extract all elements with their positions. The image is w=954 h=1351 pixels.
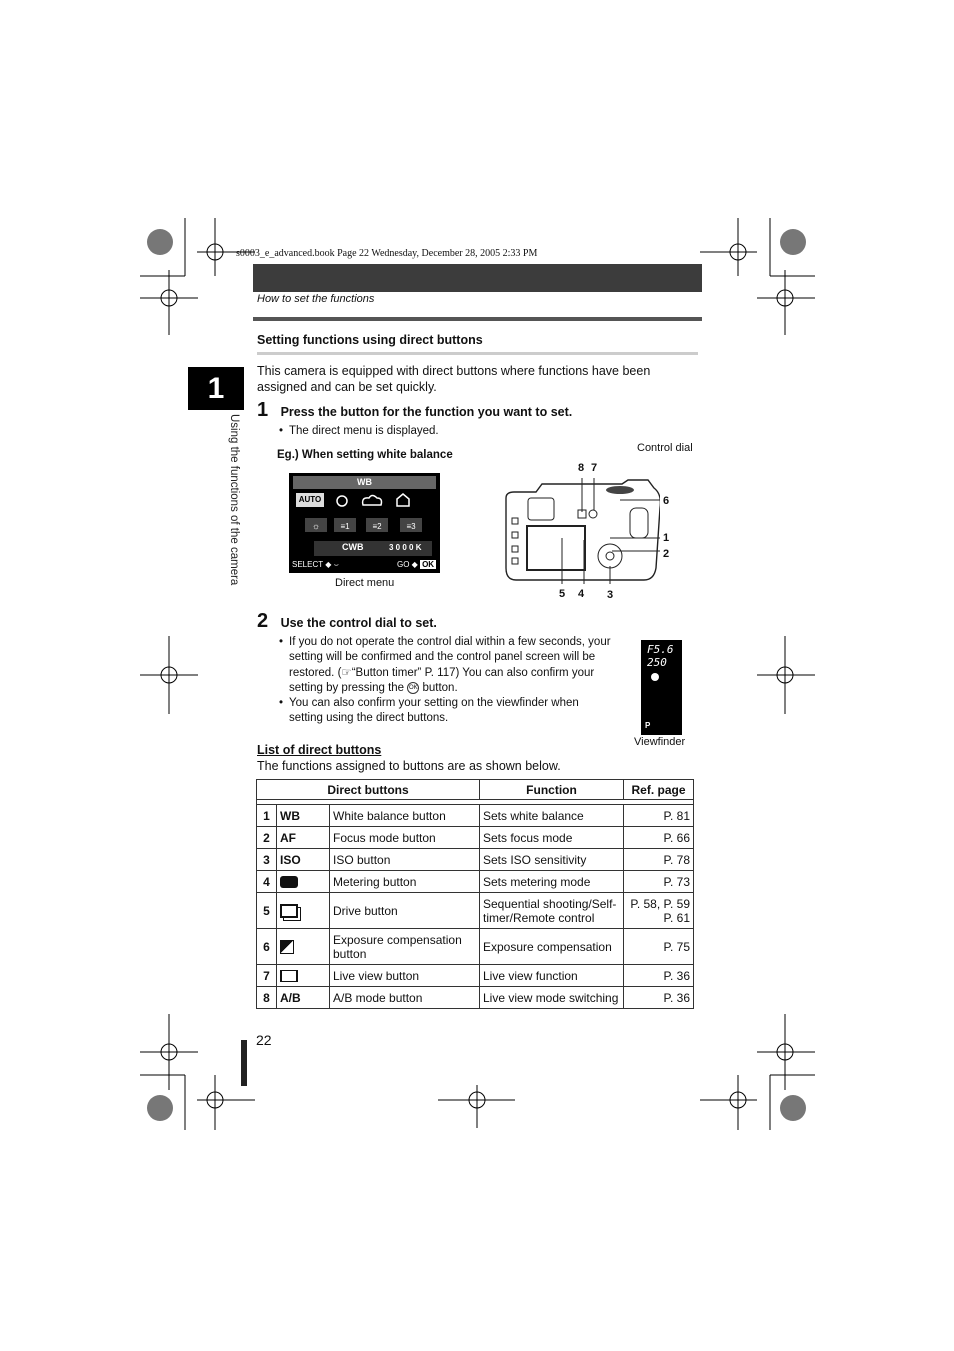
select-label: SELECT — [292, 560, 323, 569]
button-name: A/B mode button — [330, 987, 480, 1009]
cwb-row — [314, 541, 432, 556]
wb-icon: WB — [277, 805, 330, 827]
section-title: Setting functions using direct buttons — [257, 333, 483, 347]
button-name: Metering button — [330, 871, 480, 893]
step-1-text: Press the button for the function you want to set. — [280, 405, 573, 419]
select-hint: SELECT ◆ ⌣ — [292, 560, 339, 569]
header-rule — [253, 317, 702, 321]
table-row — [257, 849, 694, 871]
ref-page: P. 58, P. 59 P. 61 — [624, 893, 694, 929]
step-1 — [257, 399, 572, 422]
viewfinder-display — [641, 640, 682, 735]
example-label: Eg.) When setting white balance — [277, 449, 453, 461]
step-2-bullet-1 — [279, 635, 611, 696]
camera-back-illustration — [500, 478, 660, 584]
cwb-label: CWB — [342, 542, 364, 552]
row-number: 1 — [257, 805, 277, 827]
step-1-number: 1 — [257, 399, 269, 421]
callout-3: 3 — [607, 589, 614, 601]
svg-text:≡2: ≡2 — [372, 522, 382, 531]
svg-text:≡3: ≡3 — [406, 522, 416, 531]
callout-2: 2 — [663, 548, 670, 560]
button-name: Drive button — [330, 893, 480, 929]
row-number: 8 — [257, 987, 277, 1009]
button-function: Sets focus mode — [480, 827, 624, 849]
button-name: Focus mode button — [330, 827, 480, 849]
iso-icon: ISO — [277, 849, 330, 871]
direct-menu-panel — [289, 473, 440, 573]
ok-label: OK — [422, 560, 435, 569]
direct-buttons-table — [256, 779, 694, 1009]
ref-page: P. 36 — [624, 965, 694, 987]
control-dial-label: Control dial — [637, 442, 693, 454]
wb-preset-icons-row2 — [304, 516, 436, 534]
page-number: 22 — [256, 1032, 272, 1048]
button-name: Exposure compensation button — [330, 929, 480, 965]
header-subtitle: How to set the functions — [257, 293, 375, 305]
button-function: Live view function — [480, 965, 624, 987]
print-line: s0003_e_advanced.book Page 22 Wednesday, December 28, 2005 2:33 PM — [236, 248, 538, 259]
button-function: Sequential shooting/Self-timer/Remote control — [480, 893, 624, 929]
ab-icon: A/B — [277, 987, 330, 1009]
callout-1: 1 — [663, 532, 670, 544]
wb-preset-icons-row1 — [331, 491, 431, 511]
go-label: GO — [397, 560, 410, 569]
direct-menu-title: WB — [293, 476, 436, 489]
table-row — [257, 893, 694, 929]
header-ref-page: Ref. page — [624, 780, 694, 800]
metering-icon — [277, 871, 330, 893]
table-row — [257, 827, 694, 849]
step-2-text: Use the control dial to set. — [280, 616, 437, 630]
header-bar — [253, 264, 702, 292]
exposure-compensation-icon — [277, 929, 330, 965]
ref-page: P. 73 — [624, 871, 694, 893]
viewfinder-caption: Viewfinder — [634, 736, 686, 748]
list-subtitle: The functions assigned to buttons are as shown below. — [257, 759, 561, 773]
ok-button-icon: OK — [407, 682, 419, 694]
focus-indicator-icon — [651, 673, 659, 681]
viewfinder-mode: P — [645, 721, 651, 730]
ref-page: P. 36 — [624, 987, 694, 1009]
svg-text:≡1: ≡1 — [340, 522, 350, 531]
table-row — [257, 929, 694, 965]
section-rule — [257, 352, 698, 355]
table-row — [257, 965, 694, 987]
table-header-row — [257, 780, 694, 800]
row-number: 6 — [257, 929, 277, 965]
button-function: Sets ISO sensitivity — [480, 849, 624, 871]
row-number: 5 — [257, 893, 277, 929]
row-number: 4 — [257, 871, 277, 893]
callout-4: 4 — [578, 588, 585, 600]
chapter-side-text: Using the functions of the camera — [228, 414, 240, 586]
ref-page: P. 66 — [624, 827, 694, 849]
viewfinder-shutter: 250 — [647, 656, 667, 669]
callout-8: 8 — [578, 462, 585, 474]
button-function: Sets metering mode — [480, 871, 624, 893]
row-number: 3 — [257, 849, 277, 871]
step-1-bullets — [279, 424, 679, 439]
button-function: Live view mode switching — [480, 987, 624, 1009]
callout-7: 7 — [591, 462, 598, 474]
step-2-bullets — [279, 635, 611, 727]
direct-menu-caption: Direct menu — [335, 577, 395, 589]
callout-6: 6 — [663, 495, 670, 507]
page-number-bar — [241, 1040, 247, 1086]
ref-page: P. 78 — [624, 849, 694, 871]
header-direct-buttons: Direct buttons — [257, 780, 480, 800]
header-function: Function — [480, 780, 624, 800]
intro-paragraph: This camera is equipped with direct buttons where functions have been assigned and can be set quickly. — [257, 364, 651, 394]
list-title: List of direct buttons — [257, 743, 382, 757]
step-2-bullet-1-text: If you do not operate the control dial within a few seconds, your setting will be confirmed and the control panel screen will be restored. (☞“Button timer” P. 117) You can also confirm your setting by pressing the — [289, 636, 611, 694]
go-hint: GO ◆ OK — [397, 560, 435, 569]
step-2-bullet-1-end: button. — [422, 681, 458, 694]
step-2-bullet-2: • You can also confirm your setting on the viewfinder when setting using the direct buttons. — [279, 696, 611, 727]
drive-icon — [277, 893, 330, 929]
button-function: Exposure compensation — [480, 929, 624, 965]
af-icon: AF — [277, 827, 330, 849]
button-name: White balance button — [330, 805, 480, 827]
row-number: 7 — [257, 965, 277, 987]
wb-auto-option: AUTO — [296, 493, 324, 507]
button-function: Sets white balance — [480, 805, 624, 827]
chapter-tab: 1 — [188, 367, 244, 410]
button-name: ISO button — [330, 849, 480, 871]
table-row — [257, 871, 694, 893]
callout-5: 5 — [559, 588, 566, 600]
table-row — [257, 987, 694, 1009]
live-view-icon — [277, 965, 330, 987]
step-2 — [257, 610, 437, 633]
viewfinder-aperture: F5.6 — [647, 643, 674, 656]
kelvin-value: 3 0 0 0 K — [389, 543, 422, 552]
step-1-bullet: • The direct menu is displayed. — [279, 424, 679, 439]
step-2-number: 2 — [257, 610, 269, 632]
ref-page: P. 75 — [624, 929, 694, 965]
svg-text:☼: ☼ — [311, 521, 321, 531]
ref-page: P. 81 — [624, 805, 694, 827]
table-row — [257, 805, 694, 827]
row-number: 2 — [257, 827, 277, 849]
button-name: Live view button — [330, 965, 480, 987]
